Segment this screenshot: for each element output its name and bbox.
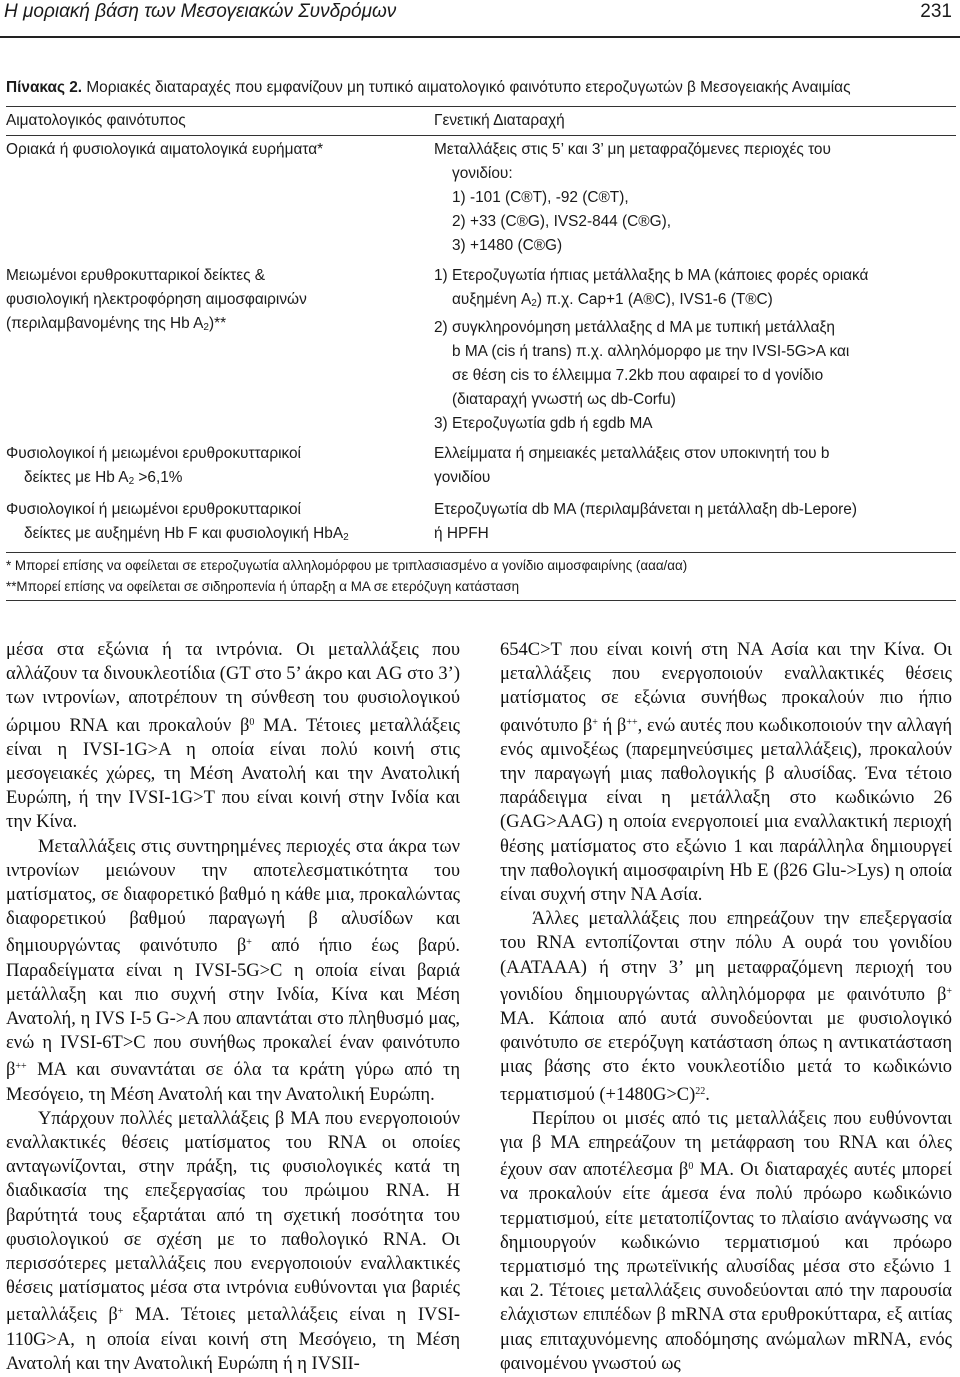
- paragraph-text: ΜΑ. Τέτοιες μεταλλάξεις είναι η IVSI-110G>A, η οποία είναι κοινή στη Μεσόγειο, τη Μέση Ανατολή και την Ανατολική Ευρώπη ή η IVSII-: [6, 1305, 460, 1374]
- row4-left-line: Φυσιολογικοί ή μειωμένοι ερυθροκυτταρικοί: [6, 501, 301, 518]
- row2-left-text: (περιλαμβανομένης της Hb A: [6, 315, 204, 332]
- row1-line: γονιδίου:: [452, 165, 513, 182]
- paragraph-text: ΜΑ και συναντάται σε όλα τα κράτη γύρω από τη Μεσόγειο, τη Μέση Ανατολή και την Ανατολική Ευρώπη.: [6, 1060, 460, 1105]
- row3-right-line: γονιδίου: [434, 469, 491, 486]
- table-caption-label: Πίνακας 2.: [6, 79, 83, 96]
- running-head-title: Η μοριακή βάση των Μεσογειακών Συνδρόμων: [4, 1, 397, 22]
- superscript: +: [592, 716, 598, 728]
- paragraph-text: ΜΑ. Οι διαταραχές αυτές μπορεί να προκαλούν είτε άμεσα ένα πολύ πρόωρο κωδικώνιο τερματισμού, είτε μετατοπίζοντας το πλαίσιο ανάγνωσης να δημιουργούν κωδικώνιο τερματισμού και πρόωρο τερματισμό της πρωτεϊνικής αλυσίδας μέσα στο εξώνιο 1 και 2. Τέτοιες μεταλλάξεις συνοδεύονται από την παρουσία ελάχιστων επιπέδων β mRNA στα ερυθροκύτταρα, εξ αιτίας μιας επιταχυνόμενης αποδόμησης ανώμαλων mRNA, ενός φαινομένου γνωστού ως: [500, 1160, 952, 1374]
- superscript: 0: [249, 716, 255, 728]
- table-2: [6, 76, 956, 601]
- row1-line: Μεταλλάξεις στις 5’ και 3’ μη μεταφραζόμενες περιοχές του: [434, 141, 831, 158]
- running-head: [0, 0, 960, 40]
- table-row: [6, 442, 956, 494]
- header-hematologic-phenotype: Αιματολογικός φαινότυπος: [6, 112, 186, 129]
- table-header-rule: [6, 135, 956, 136]
- table-row: [6, 264, 956, 436]
- paragraph: [500, 1107, 952, 1376]
- table-caption: [6, 76, 956, 100]
- table-footnotes: [6, 553, 956, 597]
- row4-phenotype: [6, 498, 434, 550]
- table-row: [6, 138, 956, 258]
- subscript: 2: [128, 476, 135, 487]
- row2-right-text: αυξημένη A: [452, 291, 532, 308]
- row4-left-text: δείκτες με αυξημένη Hb F και φυσιολογική HbA: [24, 525, 344, 542]
- row4-right-line: ή HPFH: [434, 525, 489, 542]
- row3-left-text: δείκτες με Hb A: [24, 469, 129, 486]
- row3-left-text: >6,1%: [134, 469, 183, 486]
- row3-phenotype: [6, 442, 434, 494]
- paragraph-text: Άλλες μεταλλάξεις που επηρεάζουν την επεξεργασία του RNA εντοπίζονται στην πόλυ Α ουρά του γονιδίου (AATAAA) ή στην 3’ μη μεταφραζόμενη περιοχή του γονιδίου δημιουργώντας αλληλόμορφα με φαινότυπο β: [500, 909, 952, 1005]
- row4-right-line: Ετεροζυγωτία db MA (περιλαμβάνεται η μετάλλαξη db-Lepore): [434, 501, 857, 518]
- paragraph-text: ή β: [597, 715, 627, 736]
- row2-right-line: 3) Ετεροζυγωτία gdb ή εgdb MA: [434, 415, 653, 432]
- row3-right-line: Ελλείμματα ή σημειακές μεταλλάξεις στον υποκινητή του b: [434, 445, 830, 462]
- footnote: **Μπορεί επίσης να οφείλεται σε σιδηροπενία ή ύπαρξη α ΜΑ σε ετερόζυγη κατάσταση: [6, 579, 520, 594]
- row1-line: 3) +1480 (C®G): [452, 237, 563, 254]
- subscript: 2: [531, 298, 537, 309]
- running-head-rule: [0, 36, 960, 38]
- superscript: +: [946, 985, 952, 997]
- table-header-row: [6, 107, 956, 135]
- row3-left-line: [6, 466, 424, 494]
- row3-left-line: Φυσιολογικοί ή μειωμένοι ερυθροκυτταρικοί: [6, 445, 301, 462]
- paragraph-text: από ήπιο έως βαρύ. Παραδείγματα είναι η IVSI-5G>C η οποία είναι βαριά μετάλλαξη και πιο συχνή στην Ινδία, Κίνα και Μέση Ανατολή, η IVS I-5 G->A που απαντάται στο πληθυσμό μας, ενώ η IVSI-6T>C που συνήθως προκαλεί έναν φαινότυπο β: [6, 936, 460, 1081]
- paragraph: [6, 1107, 460, 1376]
- superscript: 0: [688, 1161, 694, 1173]
- row2-left-line: [6, 312, 424, 340]
- row2-right-line: (διαταραχή γνωστή ως db-Corfu): [452, 391, 676, 408]
- paragraph-text: Μεταλλάξεις στις συντηρημένες περιοχές στα άκρα των ιντρονίων μειώνουν την αποτελεσματικότητα του ματίσματος, σε διαφορετικό βαθμό η κάθε μια, προκαλώντας διαφορετικού βαθμού παραγωγή β αλυσίδων και δημιουργώντας φαινότυπο β: [6, 836, 460, 957]
- paragraph-text: 654C>T που είναι κοινή στη ΝΑ Ασία και την Κίνα. Οι μεταλλάξεις που ενεργοποιούν εναλλακτικές θέσεις ματίσματος σε εξώνια συνήθως προκαλούν πιο ήπιο φαινότυπο β: [500, 640, 952, 736]
- row2-right-line: b MA (cis ή trans) π.χ. αλληλόμορφο με την IVSI-5G>A και: [452, 343, 850, 360]
- subscript: 2: [203, 322, 209, 333]
- superscript: ++: [626, 716, 638, 728]
- superscript: ++: [15, 1061, 27, 1073]
- paragraph: [6, 835, 460, 1107]
- paragraph-text: .: [705, 1084, 710, 1105]
- paragraph: [500, 638, 952, 907]
- row3-disorder: [434, 442, 956, 494]
- header-genetic-disorder: Γενετική Διαταραχή: [434, 112, 565, 129]
- row2-disorder: [434, 264, 956, 436]
- paragraph-text: Υπάρχουν πολλές μεταλλάξεις β ΜΑ που ενεργοποιούν εναλλακτικές θέσεις ματίσματος του RNA οι οποίες ανταγωνίζονται, στην πράξη, τις φυσιολογικές κατά τη διαδικασία της επεξεργασίας του πρώιμου RNA. Η βαρύτητά τους εξαρτάται από τη σχετική ποσότητα του φυσιολογικού σε σχέση με το παθολογικό RNA. Οι περισσότερες μεταλλάξεις που ενεργοποιούν εναλλακτικές θέσεις ματίσματος μέσα στα ιντρόνια ευθύνονται για βαριές μεταλλάξεις β: [6, 1108, 460, 1326]
- row1-line: 2) +33 (C®G), IVS2-844 (C®G),: [452, 213, 671, 230]
- paragraph-text: μέσα στα εξώνια ή τα ιντρόνια. Οι μεταλλάξεις που αλλάζουν τα δινουκλεοτίδια (GT στο 5’ άκρο και AG στο 3’) των ιντρονίων, αποτρέπουν τη σύνθεση του φυσιολογικού ώριμου RNA και προκαλούν β: [6, 640, 460, 736]
- row4-left-line: [6, 522, 424, 550]
- footnotes-bottom-rule: [6, 600, 956, 601]
- row2-left-text: )**: [208, 315, 227, 332]
- row2-left-line: Μειωμένοι ερυθροκυτταρικοί δείκτες &: [6, 267, 266, 284]
- row2-right-text: ) π.χ. Cap+1 (A®C), IVS1-6 (T®C): [536, 291, 773, 308]
- superscript: +: [246, 937, 252, 949]
- body-column-left: [6, 638, 460, 1376]
- row1-disorder: [434, 138, 956, 258]
- paragraph-text: Περίπου οι μισές από τις μεταλλάξεις που ευθύνονται για β ΜΑ επηρεάζουν τη μετάφραση του RNA και όλες έχουν σαν αποτέλεσμα β: [500, 1108, 952, 1181]
- row2-right-line: 2) συγκληρονόμηση μετάλλαξης d MA με τυπική μετάλλαξη: [434, 319, 835, 336]
- page-number: 231: [920, 1, 952, 22]
- paragraph: [6, 638, 460, 835]
- table-row: [6, 498, 956, 550]
- paragraph: [500, 907, 952, 1107]
- body-column-right: [500, 638, 952, 1376]
- paragraph-text: , ενώ αυτές που κωδικοποιούν την αλλαγή ενός αμινοξέως (παρεμηνεύσιμες μεταλλάξεις), προκαλούν την παραγωγή μιας παθολογικής β αλυσίδας. Ένα τέτοιο παράδειγμα είναι η μετάλλαξη στο κωδικώνιο 26 (GAG>AAG) η οποία ενεργοποιεί μια εναλλακτική περιοχή θέσης ματίσματος στο εξώνιο 1 και παράλληλα δημιουργεί την παθολογική αιμοσφαιρίνη Hb E (β26 Glu->Lys) η οποία είναι συχνή στην ΝΑ Ασία.: [500, 715, 952, 906]
- row2-right-line: σε θέση cis το έλλειμμα 7.2kb που αφαιρεί το d γονίδιο: [452, 367, 824, 384]
- row4-disorder: [434, 498, 956, 550]
- superscript: +: [117, 1306, 124, 1318]
- paragraph-text: ΜΑ. Κάποια από αυτά συνοδεύονται με φυσιολογικό φαινότυπο σε ετερόζυγη κατάσταση όπως η αντικατάσταση μιας βάσης στο έκτο νουκλεοτίδιο μετά το κωδικώνιο τερματισμού (+1480G>C): [500, 1009, 952, 1105]
- row1-phenotype: Οριακά ή φυσιολογικά αιματολογικά ευρήματα*: [6, 141, 324, 158]
- row2-left-line: φυσιολογική ηλεκτροφόρηση αιμοσφαιρινών: [6, 291, 307, 308]
- subscript: 2: [343, 532, 349, 543]
- row2-right-line: 1) Ετεροζυγωτία ήπιας μετάλλαξης b MA (κάποιες φορές οριακά: [434, 267, 869, 284]
- row2-right-line: [434, 288, 956, 316]
- row2-phenotype: [6, 264, 434, 436]
- superscript: 22: [695, 1085, 706, 1097]
- row1-line: 1) -101 (C®T), -92 (C®T),: [452, 189, 629, 206]
- paragraph-text: ΜΑ. Τέτοιες μεταλλάξεις είναι η IVSI-1G>A η οποία είναι πολύ κοινή στις μεσογειακές χώρες, τη Μέση Ανατολή και την Ανατολική Ευρώπη, ή την IVSI-1G>T που είναι κοινή στην Ινδία και την Κίνα.: [6, 715, 461, 833]
- table-caption-text: Μοριακές διαταραχές που εμφανίζουν μη τυπικό αιματολογικό φαινότυπο ετεροζυγωτών β Μεσογειακής Αναιμίας: [82, 79, 851, 96]
- footnote: * Μπορεί επίσης να οφείλεται σε ετεροζυγωτία αλληλομόρφου με τριπλασιασμένο α γονίδιο αιμοσφαιρίνης (ααα/αα): [6, 558, 688, 573]
